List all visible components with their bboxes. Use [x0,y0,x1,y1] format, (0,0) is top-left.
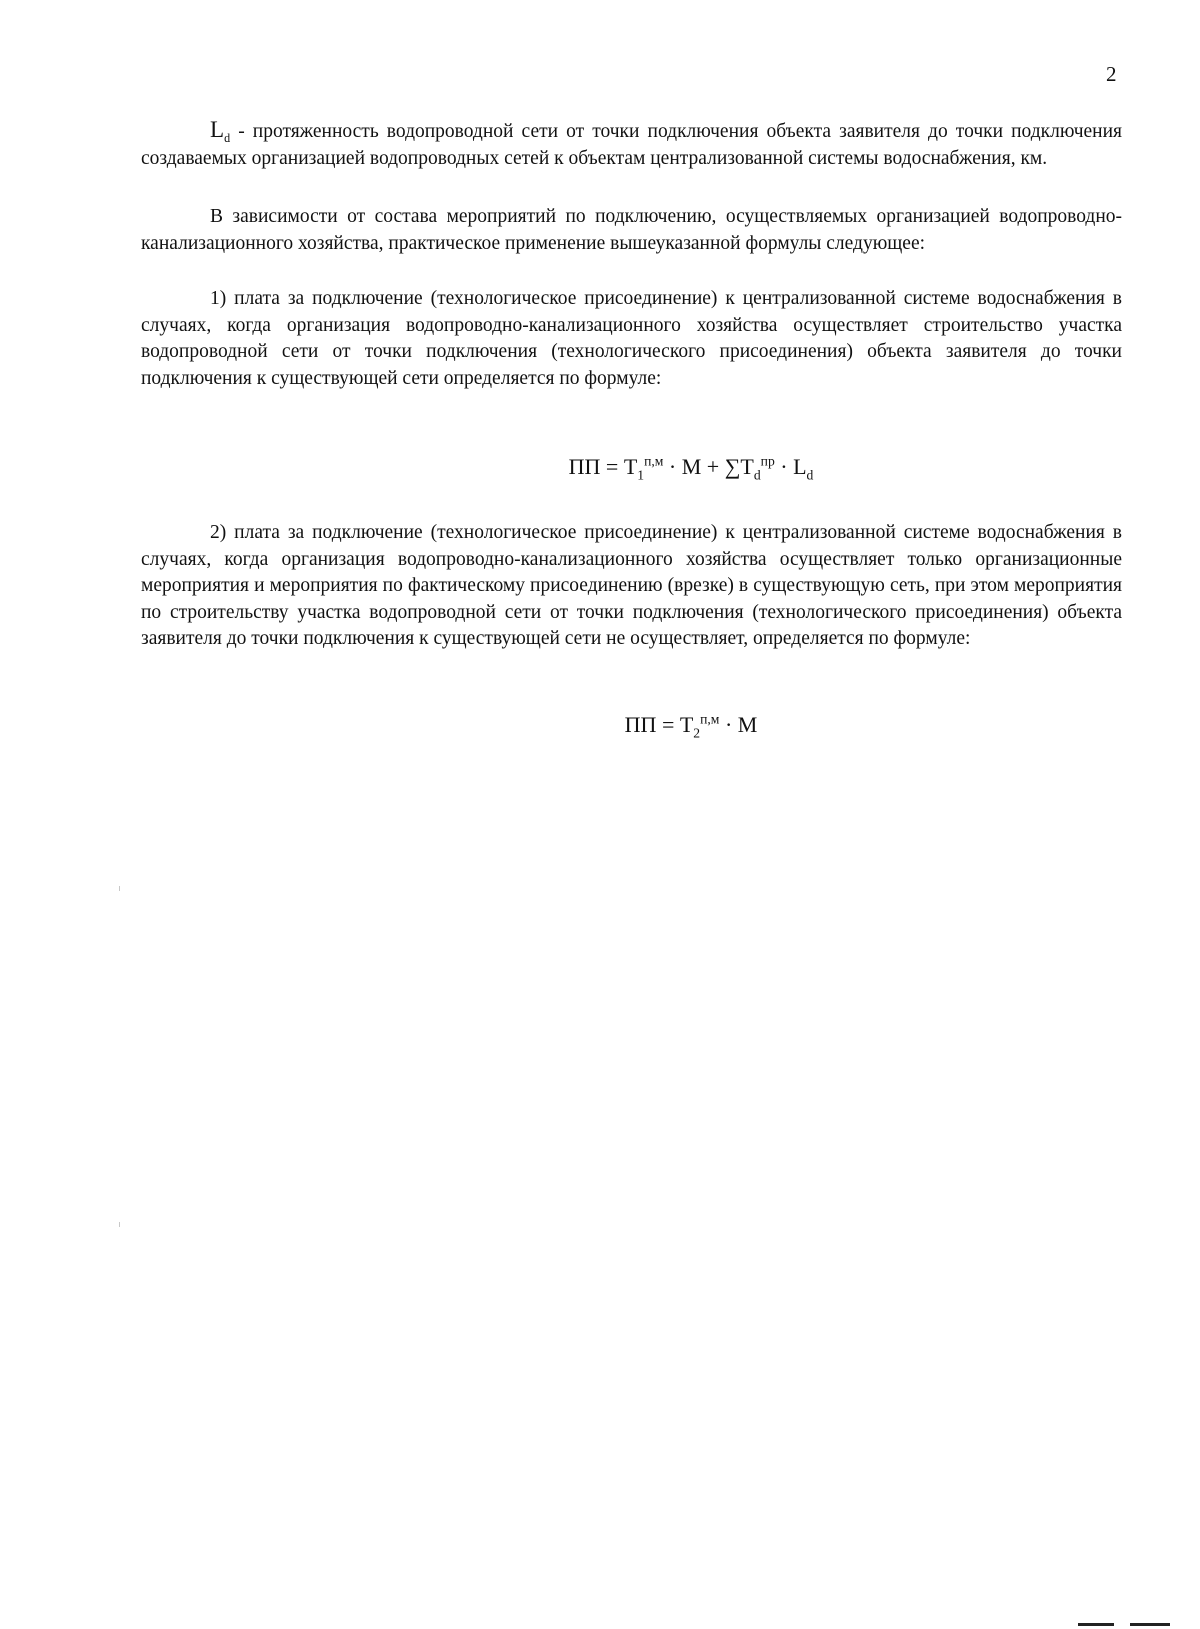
paragraph-case-1 [141,286,1122,392]
variable-l: L [210,117,225,142]
scan-edge-mark [1130,1623,1170,1626]
formula-1-tail: · L [774,454,807,479]
formula-2-t-superscript: п,м [700,711,720,727]
formula-1 [141,453,1200,483]
formula-1-middle: · М + ∑Т [663,454,754,479]
paragraph-4-text: 2) плата за подключение (технологическое присоединение) к централизованной системе водоснабжения в случаях, когда организация водопроводно-канализационного хозяйства осуществляет только организационные мероприятия и мероприятия по фактическому присоединению (врезке) в существующую сеть, при этом мероприятия по строительству участка водопроводной сети от точки подключения (технологического присоединения) объекта заявителя до точки подключения к существующей сети не осуществляет, определяется по формуле: [141,522,1122,650]
paragraph-2-text: В зависимости от состава мероприятий по подключению, осуществляемых организацией водопроводно-канализационного хозяйства, практическое применение вышеуказанной формулы следующее: [141,206,1122,254]
paragraph-3-text: 1) плата за подключение (технологическое присоединение) к централизованной системе водоснабжения в случаях, когда организация водопроводно-канализационного хозяйства осуществляет строительство участка водопроводной сети от точки подключения (технологического присоединения) объекта заявителя до точки подключения к существующей сети определяется по формуле: [141,288,1122,389]
formula-1-td-subscript: d [753,467,761,483]
paragraph-case-2 [141,520,1122,653]
scan-artifact-tick [119,1222,120,1227]
formula-1-td-superscript: пр [760,453,775,469]
page-number: 2 [1106,62,1117,86]
formula-1-t-superscript: п,м [644,453,664,469]
paragraph-1-text: - протяженность водопроводной сети от точки подключения объекта заявителя до точки подключения создаваемых организацией водопроводных сетей к объектам централизованной системы водоснабжения, км. [141,121,1122,169]
formula-1-t-subscript: 1 [637,467,645,483]
formula-2-t-subscript: 2 [693,725,701,741]
formula-2-tail: · М [719,712,758,737]
formula-2-lhs: ПП = Т [624,712,694,737]
variable-l-subscript: d [224,130,231,145]
formula-1-lhs: ПП = Т [568,454,638,479]
paragraph-length-definition [141,117,1122,172]
scan-artifact-tick [119,886,120,891]
paragraph-application-intro [141,204,1122,257]
scan-edge-mark [1078,1623,1114,1626]
formula-1-l-subscript: d [806,467,814,483]
formula-2 [141,711,1200,741]
